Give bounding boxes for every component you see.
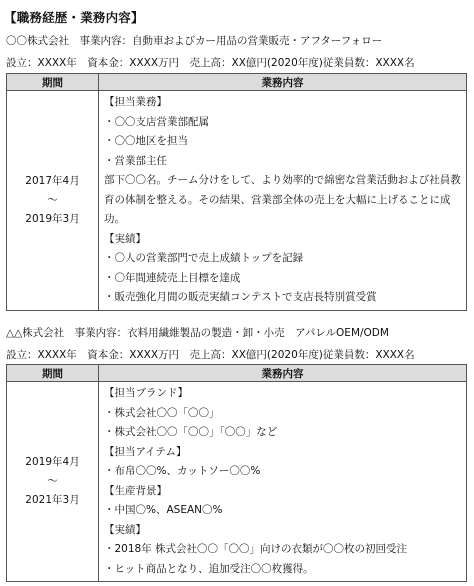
content-line: ・〇年間連続売上目標を達成 — [104, 271, 241, 284]
period-cell — [7, 91, 99, 311]
period-start: 2017年4月 — [25, 174, 80, 187]
company1-details-line: 設立：XXXX年 資本金：XXXX万円 売上高：XX億円(2020年度)従業員数：XXXX名 — [6, 57, 415, 69]
content-line: 【担当ブランド】 — [104, 387, 188, 399]
period-header: 期間 — [7, 74, 99, 91]
content-line: 【実績】 — [104, 232, 146, 245]
period-end: 2019年3月 — [25, 212, 80, 225]
company2-business-line: △△株式会社 事業内容：衣料用繊維製品の製造・卸・小売 アパレルOEM/ODM — [6, 327, 389, 339]
content-line: ・ヒット商品となり、追加受注〇〇枚獲得。 — [104, 562, 314, 575]
content-line: 【実績】 — [104, 523, 146, 536]
content-header: 業務内容 — [99, 365, 467, 382]
content-line: ・〇〇地区を担当 — [104, 135, 188, 147]
period-end: 2021年3月 — [25, 494, 80, 506]
section-heading: 【職務経歴・業務内容】 — [4, 10, 144, 25]
content-paragraph: 部下〇〇名。チーム分けをして、より効率的で綿密な営業活動および社員教育の体制を整える。その結果、営業部全体の売上を大幅に上げることに成功。 — [104, 174, 461, 225]
company1-history-table — [6, 73, 467, 311]
content-line: ・販売強化月間の販売実績コンテストで支店長特別賞受賞 — [104, 291, 377, 303]
period-separator: 〜 — [47, 193, 58, 206]
content-line: ・布帛〇〇%、カットソー〇〇% — [104, 465, 261, 477]
period-cell — [7, 382, 99, 582]
content-line: ・〇〇支店営業部配属 — [104, 115, 209, 128]
period-start: 2019年4月 — [25, 456, 80, 468]
period-header: 期間 — [7, 365, 99, 382]
content-line: ・〇人の営業部門で売上成績トップを記録 — [104, 252, 304, 264]
content-cell — [99, 91, 467, 311]
content-line: ・2018年 株式会社〇〇「〇〇」向けの衣類が〇〇枚の初回受注 — [104, 543, 408, 555]
company1-business-line: 〇〇株式会社 事業内容：自動車およびカー用品の営業販売・アフターフォロー — [6, 35, 383, 47]
company2-details-line: 設立：XXXX年 資本金：XXXX万円 売上高：XX億円(2020年度)従業員数：XXXX名 — [6, 349, 415, 361]
content-line: ・株式会社〇〇「〇〇」「〇〇」など — [104, 426, 278, 438]
period-separator: 〜 — [47, 475, 58, 487]
content-line: 【担当アイテム】 — [104, 445, 187, 458]
content-line: 【担当業務】 — [104, 96, 167, 108]
company2-history-table — [6, 364, 467, 582]
content-line: ・営業部主任 — [104, 154, 167, 167]
content-line: ・中国〇%、ASEAN〇% — [104, 504, 223, 516]
content-line: 【生産背景】 — [104, 484, 167, 497]
content-header: 業務内容 — [99, 74, 467, 91]
content-cell — [99, 382, 467, 582]
content-line: ・株式会社〇〇「〇〇」 — [104, 406, 220, 419]
